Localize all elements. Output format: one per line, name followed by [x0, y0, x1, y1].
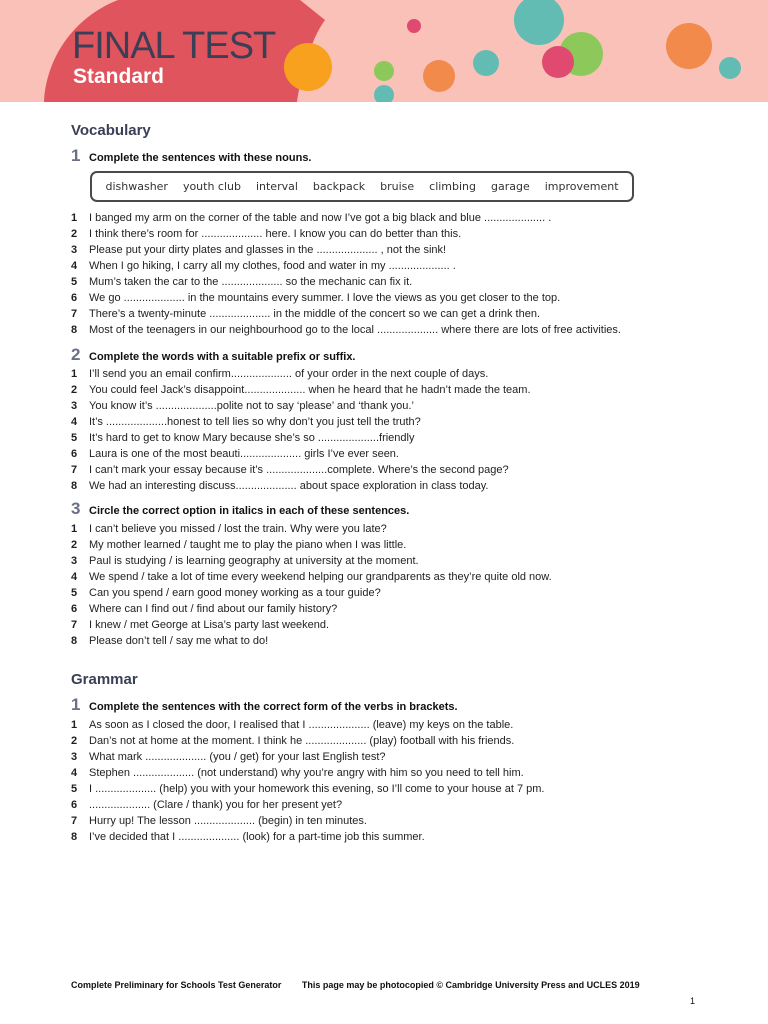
- list-item: [71, 781, 544, 797]
- exercise-number: 1: [71, 695, 81, 714]
- section-title-grammar: Grammar: [71, 671, 138, 688]
- item-number: 8: [71, 480, 78, 492]
- exercise-items: [71, 521, 552, 649]
- exercise-items: [71, 717, 544, 845]
- item-text: I think there’s room for .................... here. I know you can do better than this.: [89, 228, 462, 240]
- exercise-items: [71, 366, 531, 494]
- item-text: As soon as I closed the door, I realised that I .................... (leave) my keys on the table.: [89, 719, 514, 731]
- item-text: Dan’s not at home at the moment. I think he .................... (play) football with his friends.: [89, 735, 515, 747]
- item-number: 2: [71, 735, 78, 747]
- exercise-heading: [71, 695, 458, 715]
- word-item: dishwasher: [105, 180, 168, 193]
- item-text: Laura is one of the most beauti.................... girls I’ve ever seen.: [89, 448, 399, 460]
- word-item: improvement: [544, 180, 619, 193]
- item-text: .................... (Clare / thank) you for her present yet?: [89, 799, 343, 811]
- item-text: I’ve decided that I .................... (look) for a part-time job this summer.: [89, 831, 425, 843]
- item-text: I can’t mark your essay because it’s ....................complete. Where’s the second page?: [89, 464, 509, 476]
- item-text: It’s ....................honest to tell lies so why don’t you just tell the truth?: [89, 416, 421, 428]
- item-number: 4: [71, 260, 78, 272]
- footer-copyright: This page may be photocopied © Cambridge University Press and UCLES 2019: [301, 980, 640, 990]
- word-item: youth club: [182, 180, 241, 193]
- item-text: I’ll send you an email confirm.................... of your order in the next couple of days.: [89, 368, 489, 380]
- item-text: Where can I find out / find about our family history?: [89, 603, 338, 615]
- item-text: I .................... (help) you with your homework this evening, so I’ll come to your house at 7 pm.: [89, 783, 545, 795]
- item-text: I knew / met George at Lisa’s party last weekend.: [89, 619, 330, 631]
- list-item: [71, 414, 531, 430]
- test-subtitle: Standard: [73, 65, 165, 88]
- page-footer: [71, 980, 658, 990]
- item-number: 2: [71, 228, 78, 240]
- exercise-number: 3: [71, 499, 81, 518]
- item-number: 1: [71, 719, 78, 731]
- item-number: 7: [71, 815, 78, 827]
- item-number: 5: [71, 276, 78, 288]
- item-text: Can you spend / earn good money working as a tour guide?: [89, 587, 381, 599]
- list-item: [71, 733, 544, 749]
- item-text: Stephen .................... (not understand) why you’re angry with him so you need to tell him.: [89, 767, 524, 779]
- list-item: [71, 290, 621, 306]
- item-text: When I go hiking, I carry all my clothes, food and water in my .................... .: [89, 260, 456, 272]
- item-number: 8: [71, 635, 78, 647]
- word-item: backpack: [312, 180, 366, 193]
- item-text: Please don’t tell / say me what to do!: [89, 635, 269, 647]
- exercise-instruction: Circle the correct option in italics in each of these sentences.: [89, 505, 410, 517]
- list-item: [71, 537, 552, 553]
- exercise-instruction: Complete the sentences with the correct form of the verbs in brackets.: [89, 701, 458, 713]
- item-number: 7: [71, 308, 78, 320]
- list-item: [71, 366, 531, 382]
- exercise-heading: [71, 146, 312, 166]
- exercise-instruction: Complete the sentences with these nouns.: [89, 152, 312, 164]
- list-item: [71, 322, 621, 338]
- word-item: bruise: [380, 180, 415, 193]
- item-text: We go .................... in the mountains every summer. I love the views as you get closer to the top.: [89, 292, 561, 304]
- list-item: [71, 306, 621, 322]
- list-item: [71, 478, 531, 494]
- exercise-heading: [71, 345, 356, 365]
- item-text: What mark .................... (you / get) for your last English test?: [89, 751, 386, 763]
- item-number: 2: [71, 384, 78, 396]
- word-box: [90, 171, 634, 202]
- item-text: Please put your dirty plates and glasses in the .................... , not the sink!: [89, 244, 447, 256]
- list-item: [71, 226, 621, 242]
- item-text: It’s hard to get to know Mary because she’s so ....................friendly: [89, 432, 415, 444]
- item-number: 6: [71, 799, 78, 811]
- item-number: 6: [71, 448, 78, 460]
- list-item: [71, 430, 531, 446]
- item-number: 6: [71, 292, 78, 304]
- item-text: Most of the teenagers in our neighbourhood go to the local .................... where there are lots of free activities.: [89, 324, 621, 336]
- item-number: 3: [71, 400, 78, 412]
- item-number: 4: [71, 767, 78, 779]
- item-number: 2: [71, 539, 78, 551]
- section-title-vocabulary: Vocabulary: [71, 122, 151, 139]
- item-number: 3: [71, 751, 78, 763]
- header-banner: [0, 0, 768, 102]
- item-number: 3: [71, 555, 78, 567]
- item-number: 5: [71, 587, 78, 599]
- list-item: [71, 274, 621, 290]
- word-item: interval: [255, 180, 298, 193]
- item-number: 1: [71, 368, 78, 380]
- list-item: [71, 258, 621, 274]
- list-item: [71, 462, 531, 478]
- item-number: 1: [71, 212, 78, 224]
- list-item: [71, 398, 531, 414]
- list-item: [71, 717, 544, 733]
- item-number: 5: [71, 432, 78, 444]
- item-number: 5: [71, 783, 78, 795]
- item-number: 1: [71, 523, 78, 535]
- list-item: [71, 553, 552, 569]
- list-item: [71, 765, 544, 781]
- list-item: [71, 749, 544, 765]
- item-text: There’s a twenty-minute .................... in the middle of the concert so we can get a drink then.: [89, 308, 541, 320]
- item-text: I banged my arm on the corner of the table and now I’ve got a big black and blue .................... .: [89, 212, 552, 224]
- item-number: 4: [71, 416, 78, 428]
- item-text: We had an interesting discuss.................... about space exploration in class today.: [89, 480, 489, 492]
- exercise-instruction: Complete the words with a suitable prefix or suffix.: [89, 351, 356, 363]
- item-number: 8: [71, 324, 78, 336]
- list-item: [71, 797, 544, 813]
- item-text: We spend / take a lot of time every weekend helping our grandparents as they’re quite old now.: [89, 571, 552, 583]
- exercise-number: 2: [71, 345, 81, 364]
- page-number: 1: [690, 996, 696, 1006]
- word-item: climbing: [429, 180, 477, 193]
- item-text: Mum’s taken the car to the .................... so the mechanic can fix it.: [89, 276, 413, 288]
- list-item: [71, 633, 552, 649]
- footer-source: Complete Preliminary for Schools Test Generator: [71, 980, 282, 990]
- list-item: [71, 521, 552, 537]
- list-item: [71, 617, 552, 633]
- item-number: 4: [71, 571, 78, 583]
- exercise-heading: [71, 499, 409, 519]
- item-text: Paul is studying / is learning geography at university at the moment.: [89, 555, 419, 567]
- list-item: [71, 210, 621, 226]
- item-number: 6: [71, 603, 78, 615]
- list-item: [71, 585, 552, 601]
- item-text: You know it’s ....................polite not to say ‘please’ and ‘thank you.’: [89, 400, 414, 412]
- item-text: My mother learned / taught me to play the piano when I was little.: [89, 539, 407, 551]
- item-number: 7: [71, 464, 78, 476]
- exercise-items: [71, 210, 621, 338]
- item-text: Hurry up! The lesson .................... (begin) in ten minutes.: [89, 815, 367, 827]
- item-number: 7: [71, 619, 78, 631]
- list-item: [71, 446, 531, 462]
- word-item: garage: [490, 180, 530, 193]
- item-number: 8: [71, 831, 78, 843]
- item-text: You could feel Jack’s disappoint.................... when he heard that he hadn’t made the team.: [89, 384, 531, 396]
- list-item: [71, 829, 544, 845]
- list-item: [71, 242, 621, 258]
- item-text: I can’t believe you missed / lost the train. Why were you late?: [89, 523, 387, 535]
- exercise-number: 1: [71, 146, 81, 165]
- test-title: FINAL TEST: [72, 25, 276, 67]
- item-number: 3: [71, 244, 78, 256]
- list-item: [71, 813, 544, 829]
- list-item: [71, 601, 552, 617]
- list-item: [71, 382, 531, 398]
- list-item: [71, 569, 552, 585]
